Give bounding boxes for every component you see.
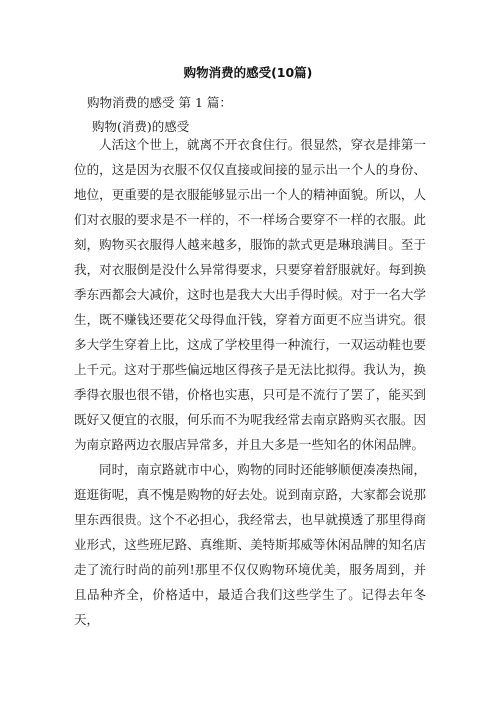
paragraph: 人活这个世上，就离不开衣食住行。很显然，穿衣是排第一位的，这是因为衣服不仅仅直接或间接的显示出一个人的身份、地位，更重要的是衣服能够显示出一个人的精神面貌。所以，人们对衣服的要求是不一样的，不一样场合要穿不一样的衣服。此刻，购物买衣服得人越来越多，服饰的款式更是琳琅满目。至于我，对衣服倒是没什么异常得要求，只要穿着舒服就好。每到换季东西都会大减价，这时也是我大大出手得时候。对于一名大学生，既不赚钱还要花父母得血汗钱，穿着方面更不应当讲究。很多大学生穿着上比，这成了学校里得一种流行，一双运动鞋也要上千元。这对于那些偏远地区得孩子是无法比拟得。我认为，换季得衣服也很不错，价格也实惠，只可是不流行了罢了，能买到既好又便宜的衣服，何乐而不为呢我经常去南京路购买衣服。因为南京路两边衣服店异常多，并且大多是一些知名的休闲品牌。 [74,137,426,452]
paragraph: 同时，南京路就市中心，购物的同时还能够顺便凑凑热闹，逛逛街呢，真不愧是购物的好去处。说到南京路，大家都会说那里东西很贵。这个不必担心，我经常去，也早就摸透了那里得商业形式，这些班尼路、真维斯、美特斯邦威等休闲品牌的知名店走了流行时尚的前列!那里不仅仅购物环境优美，服务周到，并且品种齐全，价格适中，最适合我们这些学生了。记得去年冬天， [74,462,426,627]
essay-title: 购物(消费)的感受 [92,119,190,134]
essay-body [74,132,426,632]
document-title: 购物消费的感受(10篇) [183,65,313,80]
section-heading: 购物消费的感受 第 1 篇： [87,95,232,110]
